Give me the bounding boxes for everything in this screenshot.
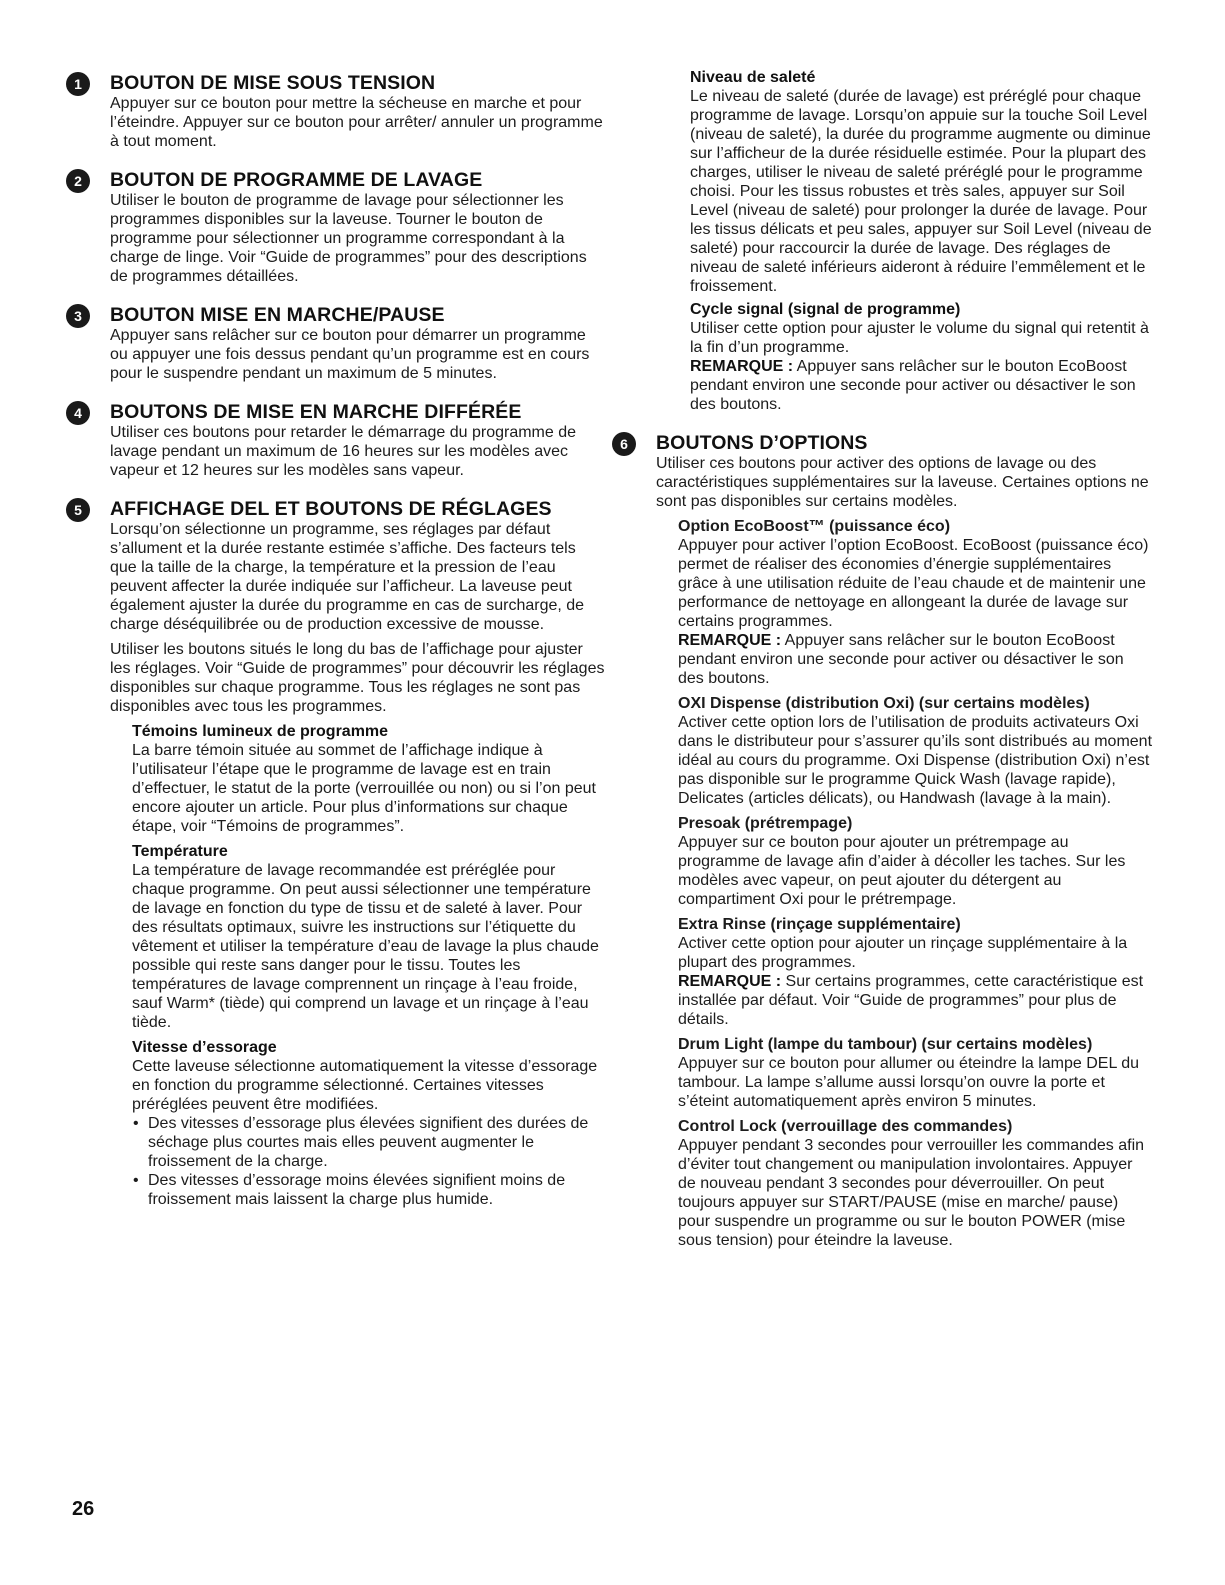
section-start-pause: [66, 300, 606, 383]
option-title: Drum Light (lampe du tambour) (sur certains modèles): [678, 1036, 1093, 1053]
subsection-temperature: [110, 842, 606, 1032]
note-label: REMARQUE :: [690, 358, 794, 375]
section-paragraph: Utiliser les boutons situés le long du bas de l’affichage pour ajuster les réglages. Voir “Guide de programmes” pour découvrir les réglages disponibles sur chaque programme. Tous les réglages ne sont pas disponibles avec tous les programmes.: [110, 641, 605, 715]
right-top-continuation: [612, 68, 1152, 414]
section-number-badge: 5: [66, 498, 90, 522]
section-number-badge: 2: [66, 169, 90, 193]
section-paragraph: Utiliser ces boutons pour retarder le démarrage du programme de lavage pendant un maximum de 16 heures sur les modèles avec vapeur et 12 heures sur les modèles sans vapeur.: [110, 424, 577, 479]
bullet-item: • Des vitesses d’essorage moins élevées signifient moins de froissement mais laissent la charge plus humide.: [146, 1171, 606, 1209]
subsection-text: Le niveau de saleté (durée de lavage) est préréglé pour chaque programme de lavage. Lorsqu’on appuie sur la touche Soil Level (niveau de saleté), la durée du programme augmente ou diminue sur l’afficheur de la durée résiduelle estimée. Pour la plupart des charges, utiliser le niveau de saleté préréglé pour le programme choisi. Pour les tissus robustes et très sales, appuyer sur Soil Level (niveau de saleté) pour prolonger la durée de lavage. Pour les tissus délicats et peu sales, appuyer sur Soil Level (niveau de saleté) pour raccourcir la durée de lavage. Des réglages de niveau de saleté inférieurs aideront à réduire l’emmêlement et le froissement.: [690, 88, 1152, 295]
option-title: Control Lock (verrouillage des commandes): [678, 1118, 1013, 1135]
section-display-settings: [66, 494, 606, 1209]
page-number: 26: [72, 1498, 95, 1520]
section-heading: BOUTONS D’OPTIONS: [656, 432, 868, 454]
section-power-button: [66, 68, 606, 151]
subsection-title: Cycle signal (signal de programme): [690, 301, 961, 318]
subsection-title: Niveau de saleté: [690, 69, 816, 86]
note: [690, 357, 1152, 414]
option-text: Appuyer pendant 3 secondes pour verrouiller les commandes afin d’éviter tout changement ou manipulation involontaires. Appuyer de nouveau pendant 3 secondes pour déverrouiller. On peut toujours appuyer sur START/PAUSE (mise en marche/ pause) pour suspendre un programme ou sur le bouton POWER (mise sous tension) pour éteindre la laveuse.: [678, 1137, 1145, 1249]
option-control-lock: [678, 1117, 1152, 1250]
bullet-list: [132, 1114, 606, 1209]
bullet-item: • Des vitesses d’essorage plus élevées signifient des durées de séchage plus courtes mais elles peuvent augmenter le froissement de la charge.: [146, 1114, 606, 1171]
section-number-badge: 4: [66, 401, 90, 425]
option-title: OXI Dispense (distribution Oxi) (sur certains modèles): [678, 695, 1090, 712]
section-heading: BOUTON MISE EN MARCHE/PAUSE: [110, 304, 445, 326]
subsection-text: Cette laveuse sélectionne automatiquement la vitesse d’essorage en fonction du programme sélectionné. Certaines vitesses préréglées peuvent être modifiées.: [132, 1058, 598, 1113]
option-text: Activer cette option lors de l’utilisation de produits activateurs Oxi dans le distributeur pour s’assurer qu’ils sont distribués au moment idéal au cours du programme. Oxi Dispense (distribution Oxi) n’est pas disponible sur le programme Quick Wash (lavage rapide), Delicates (articles délicats), ou Handwash (lavage à la main).: [678, 714, 1153, 807]
subsection-spin-speed: [110, 1038, 606, 1209]
note-text: Appuyer sans relâcher sur le bouton EcoBoost pendant environ une seconde pour activer ou désactiver le son des boutons.: [690, 358, 1136, 413]
subsection-soil-level: [690, 68, 1152, 296]
section-cycle-knob: [66, 165, 606, 286]
subsection-text: Utiliser cette option pour ajuster le volume du signal qui retentit à la fin d’un programme.: [690, 320, 1149, 356]
option-text: Appuyer sur ce bouton pour ajouter un prétrempage au programme de lavage afin d’aider à décoller les taches. Sur les modèles avec vapeur, on peut ajouter du détergent au compartiment Oxi pour le prétrempage.: [678, 834, 1126, 908]
section-paragraph: Utiliser ces boutons pour activer des options de lavage ou des caractéristiques supplémentaires sur la laveuse. Certaines options ne sont pas disponibles sur certains modèles.: [656, 455, 1149, 510]
section-paragraph: Lorsqu’on sélectionne un programme, ses réglages par défaut s’allument et la durée restante estimée s’affiche. Des facteurs tels que la taille de la charge, la température et la pression de l’eau peuvent affecter la durée indiquée sur l’afficheur. La laveuse peut également ajuster la durée du programme en cas de surcharge, de charge déséquilibrée ou de production excessive de mousse.: [110, 521, 585, 633]
note-label: REMARQUE :: [678, 973, 782, 990]
note: [678, 631, 1152, 688]
subsection-title: Témoins lumineux de programme: [132, 723, 389, 740]
option-presoak: [678, 814, 1152, 909]
subsection-text: La température de lavage recommandée est préréglée pour chaque programme. On peut aussi sélectionner une température de lavage en fonction du type de tissu et de saleté à laver. Pour des résultats optimaux, suivre les instructions sur l’étiquette du vêtement et utiliser la température d’eau de lavage la plus chaude possible qui reste sans danger pour le tissu. Toutes les températures de lavage comprennent un rinçage à l’eau froide, sauf Warm* (tiède) qui comprend un lavage et un rinçage à l’eau tiède.: [132, 862, 599, 1031]
section-number-badge: 6: [612, 432, 636, 456]
note-text: Appuyer sans relâcher sur le bouton EcoBoost pendant environ une seconde pour activer ou désactiver le son des boutons.: [678, 632, 1124, 687]
section-heading: BOUTON DE PROGRAMME DE LAVAGE: [110, 169, 483, 191]
section-number-badge: 1: [66, 72, 90, 96]
option-oxi-dispense: [678, 694, 1152, 808]
note: [678, 972, 1152, 1029]
options-list: [656, 517, 1152, 1250]
option-title: Extra Rinse (rinçage supplémentaire): [678, 916, 961, 933]
subsection-cycle-status-lights: [110, 722, 606, 836]
section-option-buttons: [612, 428, 1152, 1250]
section-paragraph: Appuyer sans relâcher sur ce bouton pour démarrer un programme ou appuyer une fois dessus pendant qu’un programme est en cours pour le suspendre pendant un maximum de 5 minutes.: [110, 327, 590, 382]
section-paragraph: Utiliser le bouton de programme de lavage pour sélectionner les programmes disponibles sur la laveuse. Tourner le bouton de programme pour sélectionner un programme correspondant à la charge de linge. Voir “Guide de programmes” pour des descriptions de programmes détaillées.: [110, 192, 587, 285]
section-heading: AFFICHAGE DEL ET BOUTONS DE RÉGLAGES: [110, 498, 552, 520]
left-column: [66, 68, 606, 1223]
option-title: Option EcoBoost™ (puissance éco): [678, 518, 951, 535]
option-drum-light: [678, 1035, 1152, 1111]
right-column: [612, 68, 1152, 1264]
option-extra-rinse: [678, 915, 1152, 1029]
option-title: Presoak (prétrempage): [678, 815, 853, 832]
section-number-badge: 3: [66, 304, 90, 328]
option-text: Activer cette option pour ajouter un rinçage supplémentaire à la plupart des programmes.: [678, 935, 1128, 971]
note-text: Sur certains programmes, cette caractéristique est installée par défaut. Voir “Guide de programmes” pour plus de détails.: [678, 973, 1144, 1028]
note-label: REMARQUE :: [678, 632, 782, 649]
subsection-title: Température: [132, 843, 228, 860]
section-paragraph: Appuyer sur ce bouton pour mettre la sécheuse en marche et pour l’éteindre. Appuyer sur ce bouton pour arrêter/ annuler un programme à tout moment.: [110, 95, 603, 150]
section-heading: BOUTON DE MISE SOUS TENSION: [110, 72, 436, 94]
section-heading: BOUTONS DE MISE EN MARCHE DIFFÉRÉE: [110, 401, 522, 423]
subsection-title: Vitesse d’essorage: [132, 1039, 277, 1056]
subsection-text: La barre témoin située au sommet de l’affichage indique à l’utilisateur l’étape que le programme de lavage est en train d’effectuer, le statut de la porte (verrouillée ou non) ou si l’on peut encore ajouter un article. Pour plus d’informations sur chaque étape, voir “Témoins de programmes”.: [132, 742, 596, 835]
section-delay-start: [66, 397, 606, 480]
option-text: Appuyer sur ce bouton pour allumer ou éteindre la lampe DEL du tambour. La lampe s’allume aussi lorsqu’on ouvre la porte et s’éteint automatiquement après environ 5 minutes.: [678, 1055, 1140, 1110]
subsection-cycle-signal: [690, 300, 1152, 414]
option-text: Appuyer pour activer l’option EcoBoost. EcoBoost (puissance éco) permet de réaliser des économies d’énergie supplémentaires grâce à une utilisation réduite de l’eau chaude et de maintenir une performance de nettoyage en allongeant la durée de lavage sur certains programmes.: [678, 537, 1149, 630]
option-ecoboost: [678, 517, 1152, 688]
